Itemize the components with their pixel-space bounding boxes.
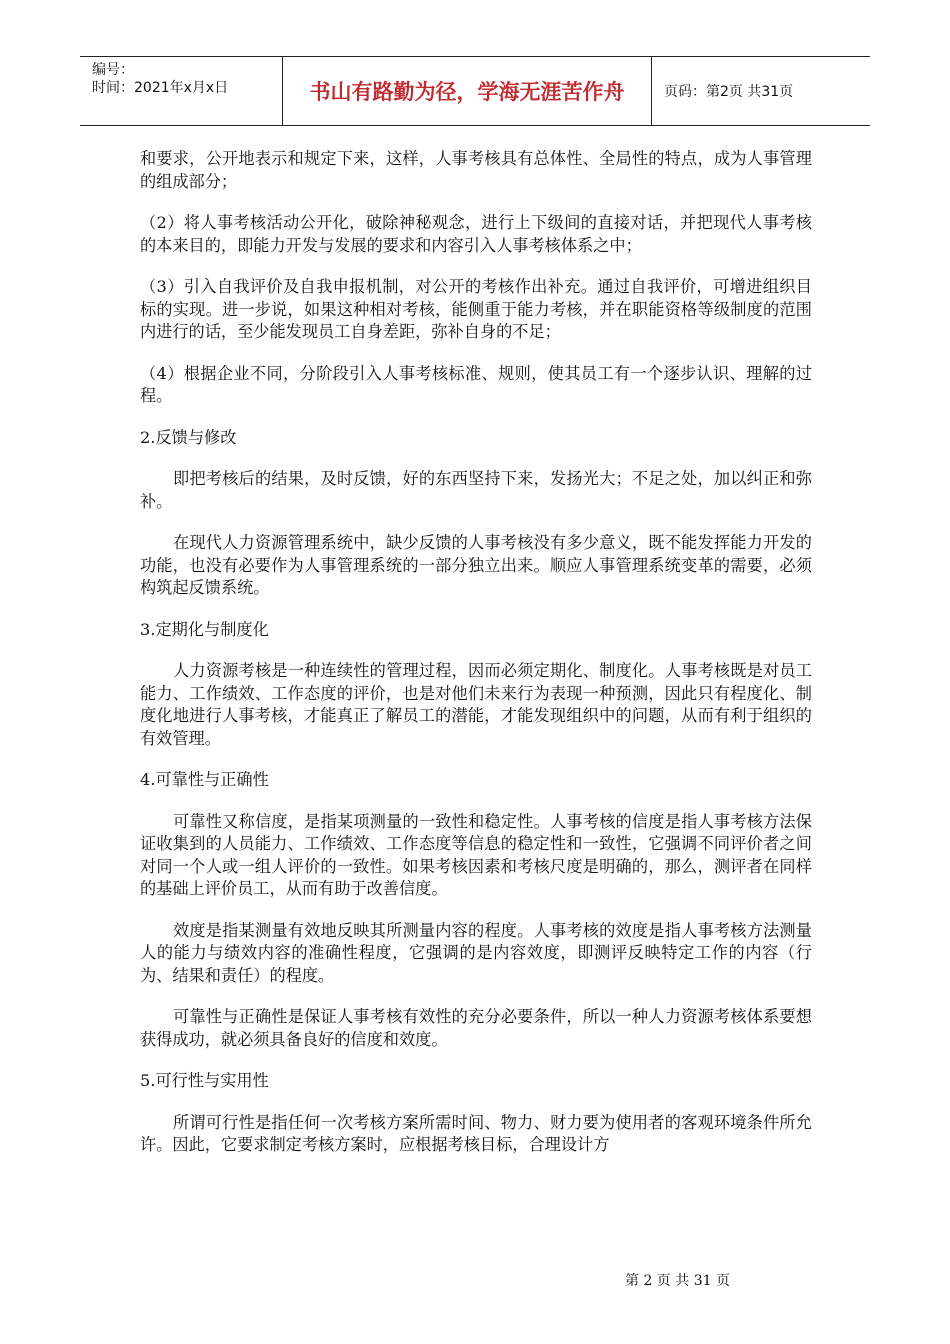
paragraph: 即把考核后的结果，及时反馈，好的东西坚持下来，发扬光大；不足之处，加以纠正和弥补。	[140, 469, 812, 511]
paragraph: 人力资源考核是一种连续性的管理过程，因而必须定期化、制度化。人事考核既是对员工能力、工作绩效、工作态度的评价，也是对他们未来行为表现一种预测，因此只有程度化、制度化地进行人事考核，才能真正了解员工的潜能，才能发现组织中的问题，从而有利于组织的有效管理。	[140, 661, 812, 748]
paragraph: （2）将人事考核活动公开化，破除神秘观念，进行上下级间的直接对话，并把现代人事考核的本来目的，即能力开发与发展的要求和内容引入人事考核体系之中；	[140, 213, 812, 255]
section-heading: 2.反馈与修改	[140, 427, 237, 447]
document-body	[140, 148, 812, 1176]
paragraph: 可靠性与正确性是保证人事考核有效性的充分必要条件，所以一种人力资源考核体系要想获得成功，就必须具备良好的信度和效度。	[140, 1007, 812, 1049]
time-label: 时间：2021年x月x日	[92, 80, 229, 96]
header-page-info: 页码：第2页 共31页	[664, 84, 794, 100]
section-heading: 5.可行性与实用性	[140, 1071, 269, 1090]
page-header	[80, 56, 870, 126]
paragraph: 在现代人力资源管理系统中，缺少反馈的人事考核没有多少意义，既不能发挥能力开发的功能，也没有必要作为人事管理系统的一部分独立出来。顺应人事管理系统变革的需要，必须构筑起反馈系统。	[140, 533, 812, 597]
paragraph: 效度是指某测量有效地反映其所测量内容的程度。人事考核的效度是指人事考核方法测量人的能力与绩效内容的准确性程度，它强调的是内容效度，即测评反映特定工作的内容（行为、结果和责任）的程度。	[140, 920, 812, 985]
paragraph: （4）根据企业不同，分阶段引入人事考核标准、规则，使其员工有一个逐步认识、理解的过程。	[140, 363, 812, 405]
header-meta	[80, 57, 280, 125]
section-heading: 4.可靠性与正确性	[140, 770, 269, 789]
paragraph: 可靠性又称信度，是指某项测量的一致性和稳定性。人事考核的信度是指人事考核方法保证收集到的人员能力、工作绩效、工作态度等信息的稳定性和一致性，它强调不同评价者之间对同一个人或一组人评价的一致性。如果考核因素和考核尺度是明确的，那么，测评者在同样的基础上评价员工，从而有助于改善信度。	[140, 811, 812, 898]
section-heading: 3.定期化与制度化	[140, 619, 269, 639]
paragraph: （3）引入自我评价及自我申报机制，对公开的考核作出补充。通过自我评价，可增进组织目标的实现。进一步说，如果这种相对考核，能侧重于能力考核，并在职能资格等级制度的范围内进行的话，至少能发现员工自身差距，弥补自身的不足；	[140, 277, 812, 341]
header-motto: 书山有路勤为径，学海无涯苦作舟	[282, 57, 652, 125]
page-footer: 第 2 页 共 31 页	[625, 1273, 730, 1289]
paragraph: 和要求，公开地表示和规定下来，这样，人事考核具有总体性、全局性的特点，成为人事管理的组成部分；	[140, 149, 812, 191]
number-label: 编号：	[92, 62, 134, 78]
paragraph: 所谓可行性是指任何一次考核方案所需时间、物力、财力要为使用者的客观环境条件所允许。因此，它要求制定考核方案时，应根据考核目标，合理设计方	[140, 1112, 812, 1154]
